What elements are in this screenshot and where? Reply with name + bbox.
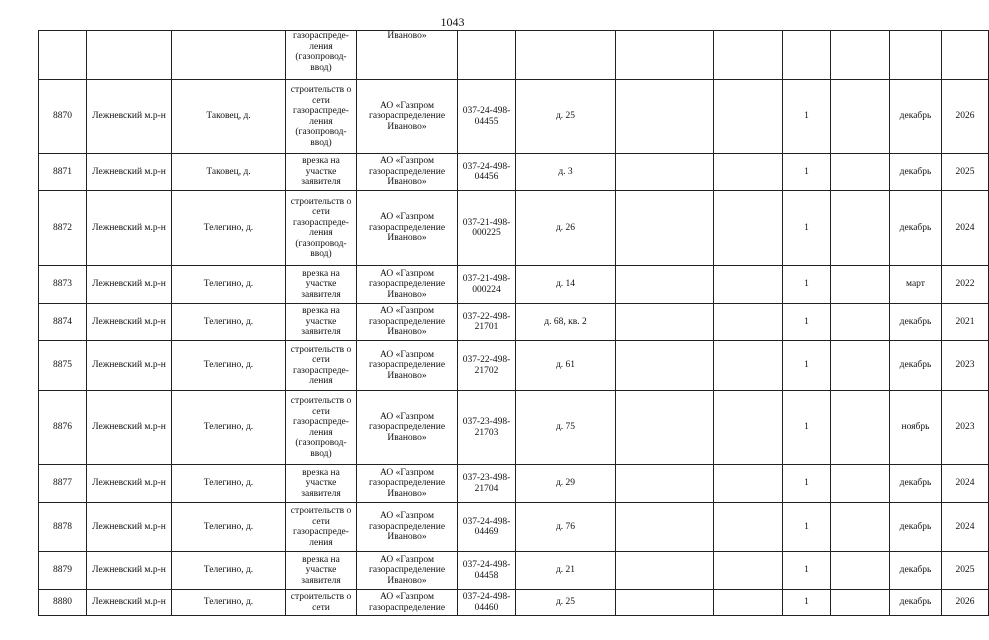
- cell-extra-3: [831, 590, 890, 616]
- cell-address: д. 68, кв. 2: [516, 304, 616, 341]
- cell-organization: АО «Газпром газораспределение Иваново»: [357, 154, 458, 191]
- cell-code: 037-24-498-04460: [458, 590, 516, 616]
- cell-locality: Телегино, д.: [172, 341, 286, 391]
- cell-num: 8878: [39, 503, 87, 552]
- cell-year: 2023: [942, 391, 989, 465]
- cell-code: 037-22-498-21702: [458, 341, 516, 391]
- cell-extra-3: [831, 80, 890, 154]
- cell-organization: АО «Газпром газораспределение Иваново»: [357, 304, 458, 341]
- cell-organization: АО «Газпром газораспределение Иваново»: [357, 191, 458, 266]
- cell-district: Лежневский м.р-н: [87, 590, 172, 616]
- cell-district: [87, 31, 172, 80]
- table-row: [39, 552, 989, 590]
- cell-qty: [783, 31, 831, 80]
- cell-year: 2023: [942, 341, 989, 391]
- cell-organization: АО «Газпром газораспределение Иваново»: [357, 266, 458, 304]
- cell-address: д. 21: [516, 552, 616, 590]
- cell-num: [39, 31, 87, 80]
- cell-locality: Телегино, д.: [172, 191, 286, 266]
- cell-code: 037-24-498-04456: [458, 154, 516, 191]
- cell-work-type: строительств о сети: [286, 590, 357, 616]
- cell-extra-3: [831, 465, 890, 503]
- cell-year: 2025: [942, 154, 989, 191]
- cell-district: Лежневский м.р-н: [87, 503, 172, 552]
- cell-code: 037-23-498-21703: [458, 391, 516, 465]
- cell-qty: 1: [783, 80, 831, 154]
- cell-extra-3: [831, 503, 890, 552]
- cell-qty: 1: [783, 304, 831, 341]
- cell-extra-1: [616, 590, 714, 616]
- cell-work-type: врезка на участке заявителя: [286, 465, 357, 503]
- cell-extra-3: [831, 341, 890, 391]
- cell-extra-2: [714, 304, 783, 341]
- cell-qty: 1: [783, 266, 831, 304]
- cell-extra-3: [831, 154, 890, 191]
- cell-work-type: газораспределения (газопровод-ввод): [286, 31, 357, 80]
- table-row: [39, 266, 989, 304]
- cell-num: 8872: [39, 191, 87, 266]
- cell-work-type: врезка на участке заявителя: [286, 304, 357, 341]
- table-row: [39, 154, 989, 191]
- table-row: [39, 391, 989, 465]
- cell-code: 037-24-498-04469: [458, 503, 516, 552]
- cell-month: декабрь: [890, 154, 942, 191]
- cell-locality: [172, 31, 286, 80]
- cell-extra-2: [714, 191, 783, 266]
- cell-month: [890, 31, 942, 80]
- cell-extra-1: [616, 191, 714, 266]
- cell-extra-3: [831, 191, 890, 266]
- cell-extra-2: [714, 391, 783, 465]
- cell-address: д. 25: [516, 590, 616, 616]
- cell-address: д. 75: [516, 391, 616, 465]
- cell-organization: АО «Газпром газораспределение Иваново»: [357, 552, 458, 590]
- cell-district: Лежневский м.р-н: [87, 80, 172, 154]
- cell-locality: Телегино, д.: [172, 266, 286, 304]
- cell-extra-1: [616, 304, 714, 341]
- cell-address: д. 3: [516, 154, 616, 191]
- cell-qty: 1: [783, 391, 831, 465]
- cell-address: д. 14: [516, 266, 616, 304]
- cell-qty: 1: [783, 191, 831, 266]
- cell-extra-2: [714, 341, 783, 391]
- cell-address: д. 25: [516, 80, 616, 154]
- cell-locality: Телегино, д.: [172, 590, 286, 616]
- cell-num: 8870: [39, 80, 87, 154]
- cell-year: 2021: [942, 304, 989, 341]
- cell-extra-2: [714, 31, 783, 80]
- cell-work-type: строительств о сети газораспределения (газопровод-ввод): [286, 191, 357, 266]
- cell-address: д. 76: [516, 503, 616, 552]
- table-row: [39, 590, 989, 616]
- cell-month: декабрь: [890, 552, 942, 590]
- cell-year: 2022: [942, 266, 989, 304]
- cell-month: март: [890, 266, 942, 304]
- cell-locality: Таковец, д.: [172, 154, 286, 191]
- cell-qty: 1: [783, 341, 831, 391]
- cell-code: 037-21-498-000224: [458, 266, 516, 304]
- cell-district: Лежневский м.р-н: [87, 391, 172, 465]
- cell-work-type: строительств о сети газораспределения: [286, 341, 357, 391]
- cell-extra-3: [831, 552, 890, 590]
- table-row: [39, 341, 989, 391]
- cell-code: 037-22-498-21701: [458, 304, 516, 341]
- cell-extra-3: [831, 31, 890, 80]
- cell-month: декабрь: [890, 503, 942, 552]
- cell-month: декабрь: [890, 191, 942, 266]
- cell-district: Лежневский м.р-н: [87, 154, 172, 191]
- cell-month: декабрь: [890, 590, 942, 616]
- cell-locality: Телегино, д.: [172, 304, 286, 341]
- cell-address: д. 61: [516, 341, 616, 391]
- cell-address: д. 26: [516, 191, 616, 266]
- cell-extra-2: [714, 80, 783, 154]
- cell-extra-1: [616, 266, 714, 304]
- cell-year: 2024: [942, 465, 989, 503]
- cell-month: декабрь: [890, 465, 942, 503]
- cell-extra-1: [616, 341, 714, 391]
- cell-locality: Телегино, д.: [172, 391, 286, 465]
- table-row: [39, 304, 989, 341]
- cell-num: 8875: [39, 341, 87, 391]
- table-row: [39, 503, 989, 552]
- cell-code: 037-24-498-04455: [458, 80, 516, 154]
- cell-extra-1: [616, 80, 714, 154]
- cell-year: 2025: [942, 552, 989, 590]
- cell-extra-1: [616, 391, 714, 465]
- cell-work-type: врезка на участке заявителя: [286, 552, 357, 590]
- cell-num: 8873: [39, 266, 87, 304]
- cell-num: 8874: [39, 304, 87, 341]
- cell-district: Лежневский м.р-н: [87, 266, 172, 304]
- cell-year: 2024: [942, 191, 989, 266]
- gasification-registry-table: [38, 30, 989, 616]
- cell-extra-3: [831, 391, 890, 465]
- cell-qty: 1: [783, 590, 831, 616]
- cell-extra-2: [714, 465, 783, 503]
- cell-district: Лежневский м.р-н: [87, 191, 172, 266]
- cell-district: Лежневский м.р-н: [87, 552, 172, 590]
- cell-extra-1: [616, 154, 714, 191]
- cell-extra-1: [616, 552, 714, 590]
- cell-extra-1: [616, 31, 714, 80]
- cell-extra-2: [714, 503, 783, 552]
- cell-extra-1: [616, 465, 714, 503]
- cell-year: 2026: [942, 590, 989, 616]
- cell-locality: Телегино, д.: [172, 503, 286, 552]
- cell-extra-2: [714, 552, 783, 590]
- cell-locality: Телегино, д.: [172, 552, 286, 590]
- cell-extra-3: [831, 304, 890, 341]
- cell-locality: Таковец, д.: [172, 80, 286, 154]
- cell-month: декабрь: [890, 304, 942, 341]
- cell-work-type: строительств о сети газораспределения: [286, 503, 357, 552]
- cell-num: 8871: [39, 154, 87, 191]
- cell-extra-3: [831, 266, 890, 304]
- cell-organization: АО «Газпром газораспределение Иваново»: [357, 80, 458, 154]
- cell-num: 8880: [39, 590, 87, 616]
- cell-extra-2: [714, 266, 783, 304]
- cell-work-type: строительств о сети газораспределения (газопровод-ввод): [286, 80, 357, 154]
- cell-month: декабрь: [890, 80, 942, 154]
- cell-district: Лежневский м.р-н: [87, 341, 172, 391]
- cell-organization: АО «Газпром газораспределение Иваново»: [357, 465, 458, 503]
- cell-month: декабрь: [890, 341, 942, 391]
- cell-district: Лежневский м.р-н: [87, 304, 172, 341]
- cell-qty: 1: [783, 154, 831, 191]
- cell-district: Лежневский м.р-н: [87, 465, 172, 503]
- table-row: [39, 80, 989, 154]
- cell-year: 2024: [942, 503, 989, 552]
- cell-num: 8879: [39, 552, 87, 590]
- cell-code: 037-21-498-000225: [458, 191, 516, 266]
- cell-work-type: врезка на участке заявителя: [286, 266, 357, 304]
- cell-address: [516, 31, 616, 80]
- cell-organization: АО «Газпром газораспределение: [357, 590, 458, 616]
- cell-qty: 1: [783, 552, 831, 590]
- cell-organization: Иваново»: [357, 31, 458, 80]
- cell-month: ноябрь: [890, 391, 942, 465]
- cell-organization: АО «Газпром газораспределение Иваново»: [357, 341, 458, 391]
- cell-code: 037-24-498-04458: [458, 552, 516, 590]
- cell-extra-2: [714, 154, 783, 191]
- table-row: [39, 465, 989, 503]
- cell-extra-1: [616, 503, 714, 552]
- cell-work-type: врезка на участке заявителя: [286, 154, 357, 191]
- cell-code: [458, 31, 516, 80]
- cell-qty: 1: [783, 503, 831, 552]
- cell-num: 8876: [39, 391, 87, 465]
- cell-year: 2026: [942, 80, 989, 154]
- cell-organization: АО «Газпром газораспределение Иваново»: [357, 391, 458, 465]
- table-row-continuation: [39, 31, 989, 80]
- cell-qty: 1: [783, 465, 831, 503]
- cell-extra-2: [714, 590, 783, 616]
- cell-organization: АО «Газпром газораспределение Иваново»: [357, 503, 458, 552]
- cell-num: 8877: [39, 465, 87, 503]
- cell-work-type: строительств о сети газораспределения (газопровод-ввод): [286, 391, 357, 465]
- cell-locality: Телегино, д.: [172, 465, 286, 503]
- cell-address: д. 29: [516, 465, 616, 503]
- cell-code: 037-23-498-21704: [458, 465, 516, 503]
- cell-year: [942, 31, 989, 80]
- table-row: [39, 191, 989, 266]
- page-number: 1043: [440, 15, 465, 29]
